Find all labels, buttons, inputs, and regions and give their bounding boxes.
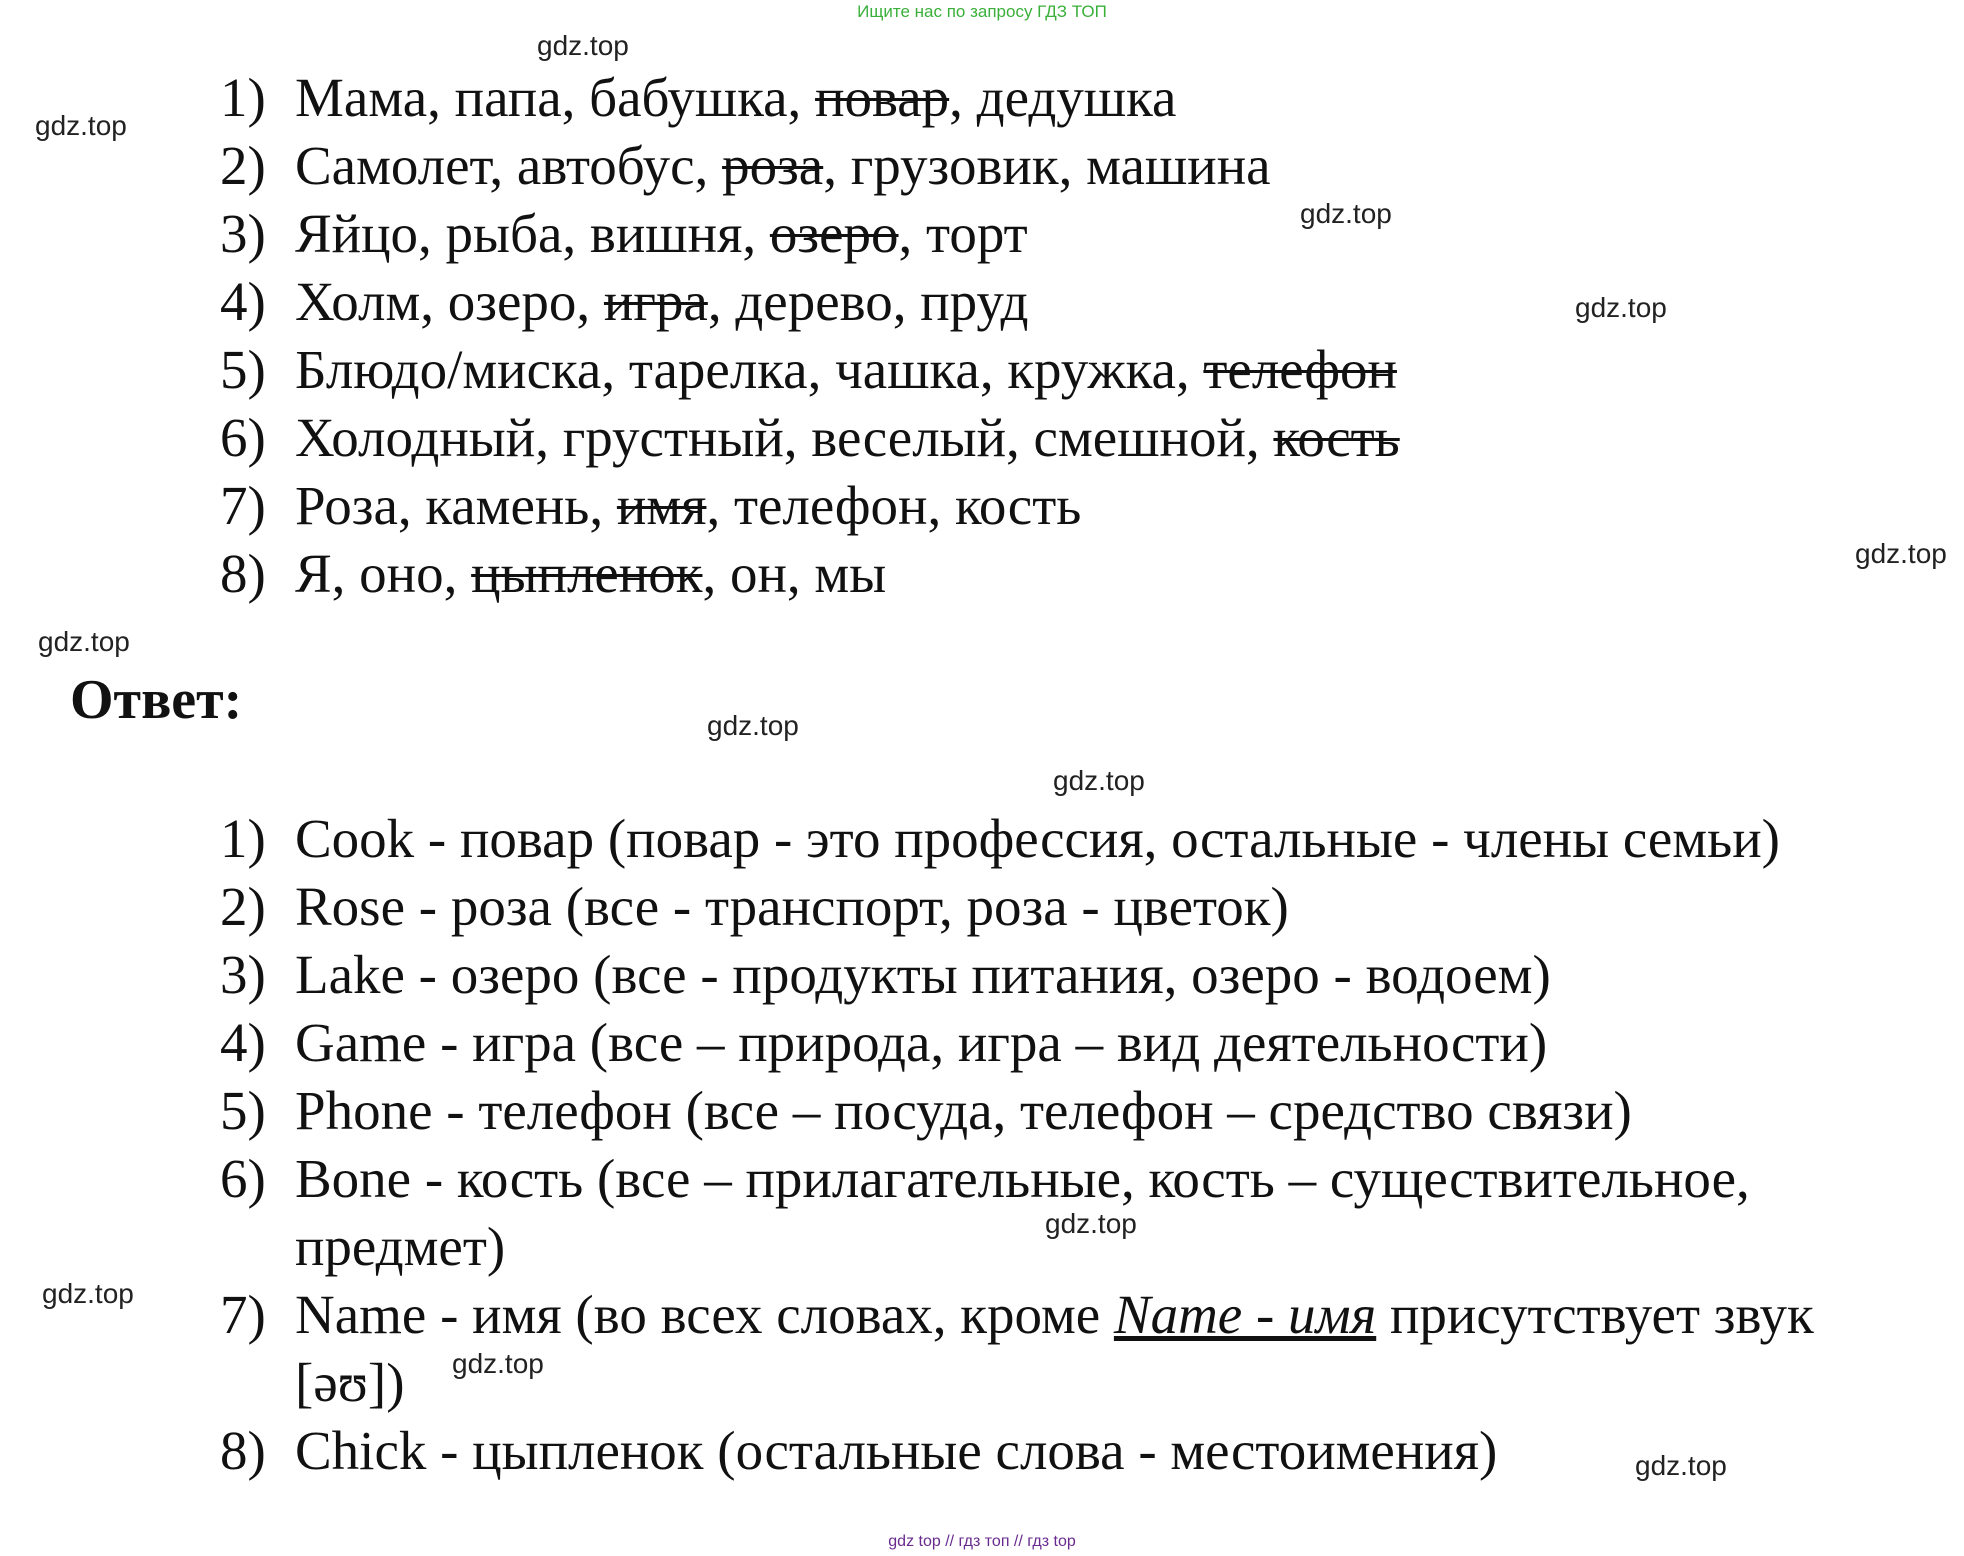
answer-text: Phone - телефон (все – посуда, телефон – средство связи)	[295, 1080, 1632, 1141]
watermark: gdz.top	[452, 1348, 544, 1379]
question-text: Блюдо/миска, тарелка, чашка, кружка, телефон	[295, 339, 1397, 400]
struck-word: повар	[815, 67, 950, 128]
question-text: Мама, папа, бабушка, повар, дедушка	[295, 67, 1177, 128]
watermark: gdz.top	[1855, 538, 1947, 569]
watermark: gdz.top	[42, 1278, 134, 1309]
item-number: 8)	[220, 1420, 266, 1481]
answer-text: Lake - озеро (все - продукты питания, озеро - водоем)	[295, 944, 1551, 1005]
item-number: 7)	[220, 475, 266, 536]
item-number: 2)	[220, 135, 266, 196]
answer-text: Rose - роза (все - транспорт, роза - цветок)	[295, 876, 1289, 937]
struck-word: цыпленок	[471, 543, 703, 604]
emphasized-phrase: Name - имя	[1113, 1284, 1377, 1345]
footer-watermark: gdz top // гдз топ // гдз top	[888, 1533, 1076, 1550]
watermark: gdz.top	[38, 626, 130, 657]
answer-heading: Ответ:	[70, 669, 243, 731]
watermark: gdz.top	[707, 710, 799, 741]
struck-word: имя	[616, 475, 707, 536]
answer-text: Bone - кость (все – прилагательные, кость – существительное, предмет)	[295, 1148, 1750, 1277]
item-number: 1)	[220, 808, 266, 869]
item-number: 4)	[220, 1012, 266, 1073]
item-number: 2)	[220, 876, 266, 937]
item-number: 5)	[220, 1080, 266, 1141]
item-number: 8)	[220, 543, 266, 604]
struck-word: озеро	[769, 203, 899, 264]
item-number: 6)	[220, 1148, 266, 1209]
answer-text: Game - игра (все – природа, игра – вид деятельности)	[295, 1012, 1548, 1073]
watermark: gdz.top	[537, 30, 629, 61]
watermark: gdz.top	[1575, 292, 1667, 323]
watermark: gdz.top	[35, 110, 127, 141]
question-text: Холм, озеро, игра, дерево, пруд	[295, 271, 1029, 332]
top-banner: Ищите нас по запросу ГДЗ ТОП	[857, 2, 1107, 21]
struck-word: кость	[1273, 407, 1400, 468]
item-number: 1)	[220, 67, 266, 128]
item-number: 4)	[220, 271, 266, 332]
struck-word: игра	[603, 271, 708, 332]
watermark: gdz.top	[1045, 1208, 1137, 1239]
answer-text: Name - имя (во всех словах, кроме Name - имя присутствует звук [əʊ])	[295, 1284, 1814, 1413]
item-number: 3)	[220, 944, 266, 1005]
struck-word: телефон	[1203, 339, 1397, 400]
question-text: Роза, камень, имя, телефон, кость	[295, 475, 1082, 536]
struck-word: роза	[722, 135, 824, 196]
watermark: gdz.top	[1053, 765, 1145, 796]
question-text: Яйцо, рыба, вишня, озеро, торт	[295, 203, 1028, 264]
question-text: Я, оно, цыпленок, он, мы	[295, 543, 887, 604]
answer-text: Chick - цыпленок (остальные слова - местоимения)	[295, 1420, 1498, 1481]
item-number: 7)	[220, 1284, 266, 1345]
watermark: gdz.top	[1635, 1450, 1727, 1481]
item-number: 3)	[220, 203, 266, 264]
item-number: 5)	[220, 339, 266, 400]
question-text: Холодный, грустный, веселый, смешной, кость	[295, 407, 1400, 468]
item-number: 6)	[220, 407, 266, 468]
watermark: gdz.top	[1300, 198, 1392, 229]
question-text: Самолет, автобус, роза, грузовик, машина	[295, 135, 1271, 196]
answer-text: Cook - повар (повар - это профессия, остальные - члены семьи)	[295, 808, 1780, 869]
